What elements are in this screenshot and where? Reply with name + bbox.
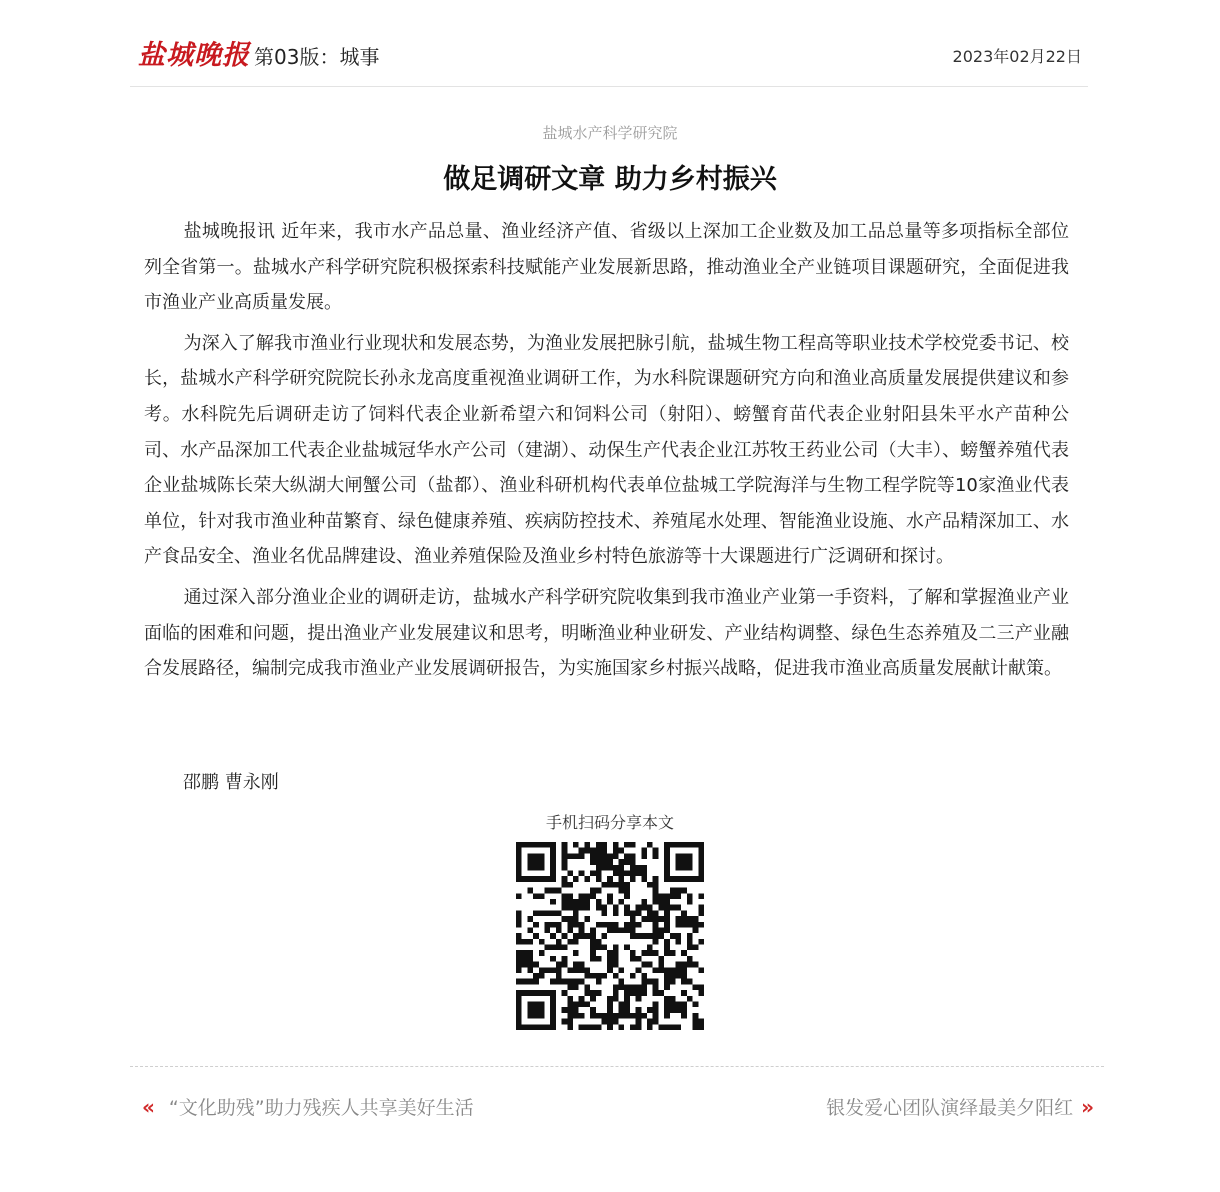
article-paragraph: 通过深入部分渔业企业的调研走访，盐城水产科学研究院收集到我市渔业产业第一手资料，了解和掌握渔业产业面临的困难和问题，提出渔业产业发展建议和思考，明晰渔业种业研发、产业结构调整、绿色生态养殖及二三产业融合发展路径，编制完成我市渔业产业发展调研报告，为实施国家乡村振兴战略，促进我市渔业高质量发展献计献策。 <box>144 586 1069 680</box>
next-article-title: 银发爱心团队演绎最美夕阳红 <box>826 1097 1074 1119</box>
article-author: 邵鹏 曹永刚 <box>183 772 279 793</box>
issue-date: 2023年02月22日 <box>952 47 1082 66</box>
footer-divider <box>130 1066 1104 1067</box>
edition-label: 第03版：城事 <box>254 45 380 69</box>
previous-article-link[interactable] <box>142 1093 474 1122</box>
article-title: 做足调研文章 助力乡村振兴 <box>443 164 777 195</box>
page-header <box>130 30 1088 87</box>
double-chevron-right-icon: » <box>1081 1095 1094 1119</box>
previous-article-title: “文化助残”助力残疾人共享美好生活 <box>168 1097 474 1119</box>
article-paragraph: 盐城晚报讯 近年来，我市水产品总量、渔业经济产值、省级以上深加工企业数及加工品总量等多项指标全部位列全省第一。盐城水产科学研究院积极探索科技赋能产业发展新思路，推动渔业全产业链项目课题研究，全面促进我市渔业产业高质量发展。 <box>144 221 1069 314</box>
qr-code-icon <box>516 842 704 1030</box>
article-source: 盐城水产科学研究院 <box>542 124 678 142</box>
article-paragraph: 为深入了解我市渔业行业现状和发展态势，为渔业发展把脉引航，盐城生物工程高等职业技术学校党委书记、校长，盐城水产科学研究院院长孙永龙高度重视渔业调研工作，为水科院课题研究方向和渔业高质量发展提供建议和参考。水科院先后调研走访了饲料代表企业新希望六和饲料公司（射阳）、螃蟹育苗代表企业射阳县朱平水产苗种公司、水产品深加工代表企业盐城冠华水产公司（建湖）、动保生产代表企业江苏牧王药业公司（大丰）、螃蟹养殖代表企业盐城陈长荣大纵湖大闸蟹公司（盐都）、渔业科研机构代表单位盐城工学院海洋与生物工程学院等10家渔业代表单位，针对我市渔业种苗繁育、绿色健康养殖、疾病防控技术、养殖尾水处理、智能渔业设施、水产品精深加工、水产食品安全、渔业名优品牌建设、渔业养殖保险及渔业乡村特色旅游等十大课题进行广泛调研和探讨。 <box>144 332 1069 568</box>
newspaper-logo[interactable]: 盐城晚报 <box>138 40 250 71</box>
article-body <box>144 214 1069 692</box>
next-article-link[interactable] <box>826 1093 1094 1122</box>
double-chevron-left-icon: « <box>142 1095 155 1119</box>
share-caption: 手机扫码分享本文 <box>545 813 674 832</box>
